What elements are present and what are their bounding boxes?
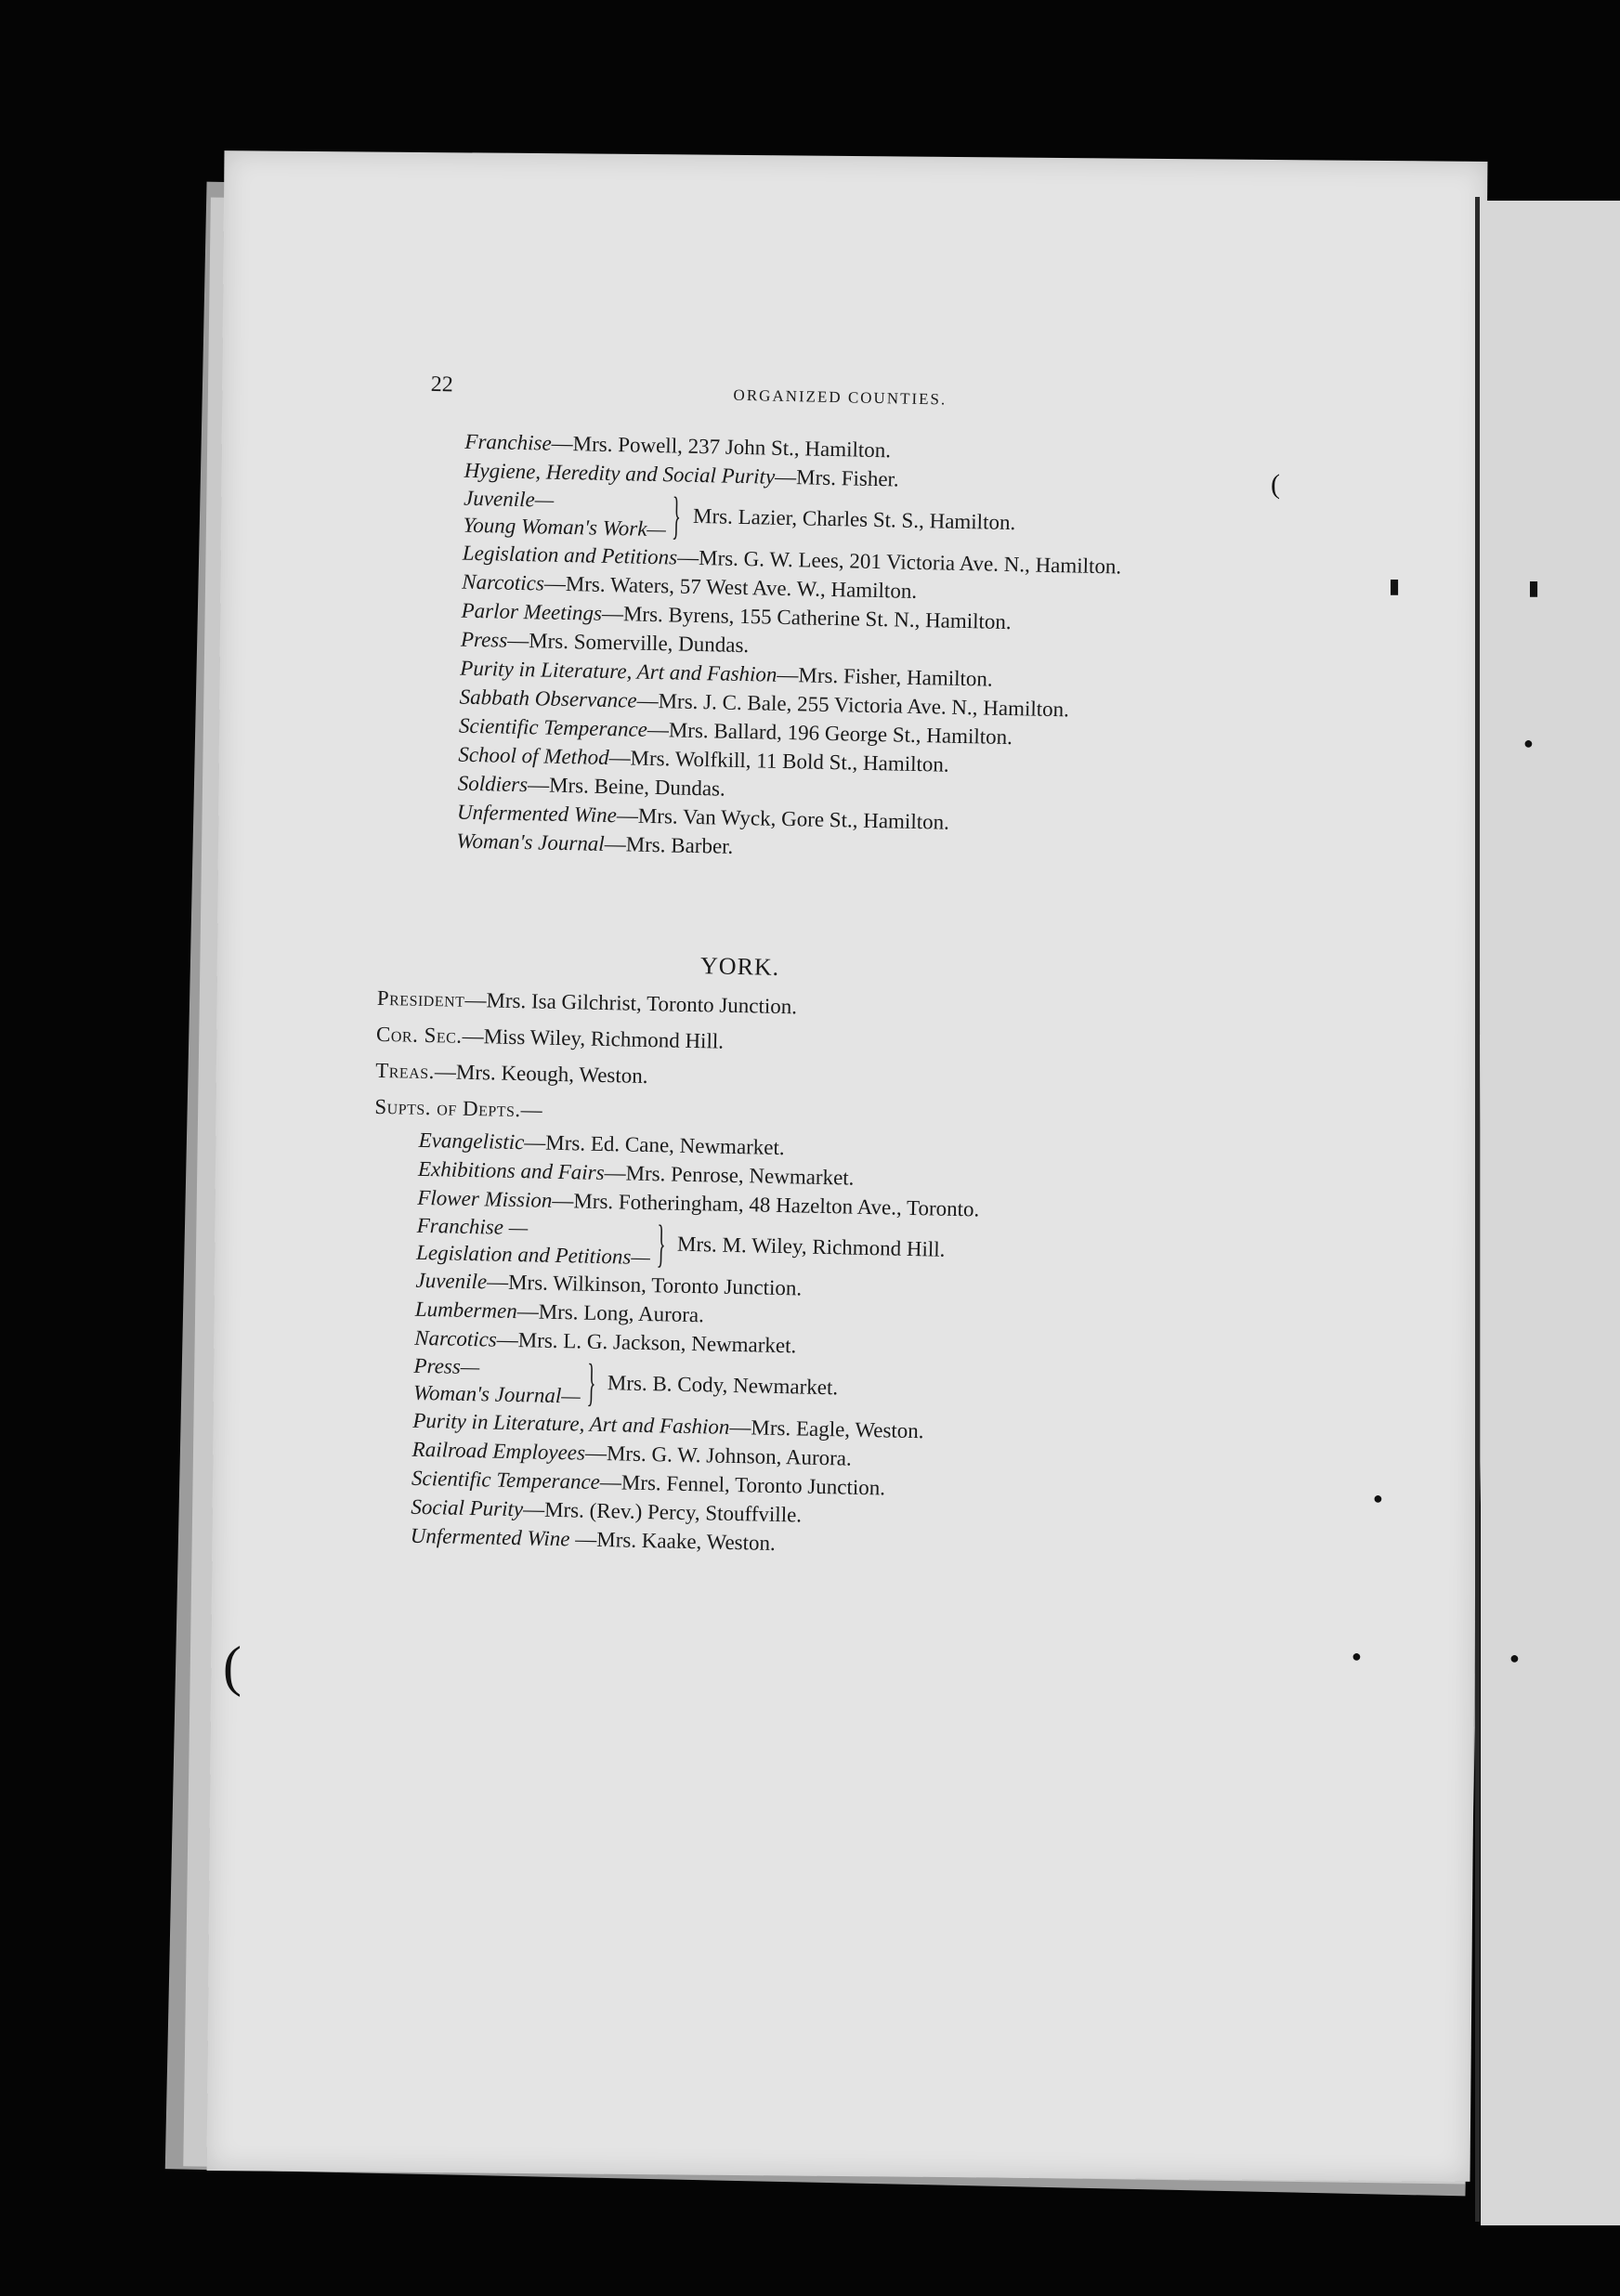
department-name: Hygiene, Heredity and Social Purity [464,458,776,489]
department-name: Scientific Temperance [458,713,648,741]
page-content [365,372,1393,1599]
entry-text: Mrs. Byrens, 155 Catherine St. N., Hamilton. [622,602,1012,634]
page-number: 22 [430,372,453,398]
entry-text: Mrs. Lazier, Charles St. S., Hamilton. [692,503,1016,535]
hamilton-directory [456,427,1124,869]
department-name: Lumbermen [414,1297,517,1324]
separator: — [462,1024,484,1049]
department-name: Franchise [464,429,552,455]
separator: — [647,717,670,742]
department-name: Purity in Literature, Art and Fashion [412,1408,730,1439]
entry-text: Miss Wiley, Richmond Hill. [483,1024,725,1053]
brace-glyph: } [586,1353,596,1412]
ink-speck: ▮ [1389,574,1401,597]
entry-text: Mrs. J. C. Bale, 255 Victoria Ave. N., Hamilton. [658,689,1070,722]
department-name: Legislation and Petitions— [415,1240,651,1270]
separator: — [464,987,487,1012]
separator: — [516,1299,539,1324]
entry-text: Mrs. Fisher, Hamilton. [798,663,993,691]
entry-text: Mrs. Fennel, Toronto Junction. [621,1470,886,1500]
entry-text: Mrs. Penrose, Newmarket. [625,1161,855,1190]
separator: — [636,688,659,713]
entry-text: Mrs. G. W. Lees, 201 Victoria Ave. N., Hamilton. [698,546,1122,579]
separator: — [676,545,699,569]
officer-title: Treas. [374,1058,436,1084]
officer-title: President [376,985,465,1011]
entry-text: Mrs. Ed. Cane, Newmarket. [545,1130,785,1160]
running-head: ORGANIZED COUNTIES. [733,385,947,409]
entry-text: Mrs. B. Cody, Newmarket. [607,1371,839,1400]
separator: — [506,628,529,653]
officer-title: Supts. of Depts. [374,1094,521,1122]
department-name: Flower Mission [417,1185,553,1212]
department-name: Unfermented Wine [410,1523,570,1551]
ink-speck: ● [1523,734,1534,752]
ink-speck: ● [1352,1647,1362,1665]
york-departments [410,1126,1098,1564]
york-directory [365,943,1103,1564]
entry-text: Mrs. Van Wyck, Gore St., Hamilton. [637,803,950,834]
officer-title: Cor. Sec. [375,1022,463,1048]
county-heading: YORK. [699,952,780,981]
entry-text: Mrs. Wilkinson, Toronto Junction. [507,1270,803,1300]
entry-text: Mrs. M. Wiley, Richmond Hill. [676,1232,946,1261]
entry-text: Mrs. Fisher. [795,465,899,491]
entry-text: Mrs. Isa Gilchrist, Toronto Junction. [486,988,798,1019]
department-name: Juvenile— [463,486,555,512]
department-name: Legislation and Petitions [462,541,678,569]
department-name: Unfermented Wine [456,800,618,828]
entry-text: Mrs. Beine, Dundas. [548,773,726,801]
separator: — [604,1161,626,1185]
department-name: Social Purity [411,1494,524,1521]
separator: — [616,803,639,828]
separator: — [524,1130,546,1155]
entry-text: Mrs. Keough, Weston. [455,1060,648,1088]
department-name: Purity in Literature, Art and Fashion [460,656,777,686]
separator: — [552,1188,574,1213]
entry-text: Mrs. Kaake, Weston. [596,1527,777,1555]
separator: — [496,1327,519,1352]
entry-text: Mrs. Wolfkill, 11 Bold St., Hamilton. [630,746,949,776]
separator: — [604,831,626,856]
brace-glyph: } [672,487,682,545]
department-name: Young Woman's Work— [463,513,667,541]
department-name: Juvenile [415,1268,488,1294]
entry-text: Mrs. (Rev.) Percy, Stouffville. [543,1497,803,1527]
department-name: Woman's Journal [456,828,605,855]
separator: — [527,773,550,797]
entry-text: Mrs. Long, Aurora. [538,1299,705,1327]
entry-text: Mrs. Eagle, Weston. [751,1415,924,1443]
separator: — [522,1497,545,1521]
separator: — [543,571,567,596]
separator: — [551,431,573,456]
ink-speck: ( [223,1636,242,1697]
department-name: Woman's Journal— [412,1380,581,1408]
separator: — [601,601,624,626]
ink-speck: ● [1509,1649,1520,1667]
separator: — [486,1270,509,1294]
entry-text: Mrs. G. W. Johnson, Aurora. [606,1442,853,1470]
department-name: Evangelistic [418,1128,525,1155]
department-name: Parlor Meetings [461,598,603,625]
entry-text: Mrs. Barber. [625,832,734,858]
separator: — [774,464,797,489]
entry-text: Mrs. Fotheringham, 48 Hazelton Ave., Toronto. [573,1189,980,1221]
department-name: Press [460,627,508,652]
separator: — [584,1441,608,1466]
department-name: Narcotics [413,1325,498,1351]
department-name: Sabbath Observance [459,685,637,712]
department-name: Railroad Employees [412,1437,586,1465]
book-spine [1475,197,1480,2222]
separator: — [569,1527,597,1551]
separator: — [729,1415,751,1440]
department-name: Scientific Temperance [411,1466,601,1494]
brace-glyph: } [656,1215,666,1273]
separator: — [434,1060,457,1084]
entry-text: Mrs. Ballard, 196 George St., Hamilton. [668,718,1013,750]
ink-speck: ( [1271,469,1280,500]
entry-text: Mrs. Somerville, Dundas. [528,629,750,658]
separator: — [599,1469,622,1494]
entry-text: Mrs. L. G. Jackson, Newmarket. [517,1328,797,1358]
ink-speck: ▮ [1528,576,1540,599]
separator: — [520,1098,542,1122]
department-name: School of Method [458,742,609,770]
department-name: Press— [413,1353,480,1379]
facing-page [1481,201,1620,2225]
entry-text: Mrs. Waters, 57 West Ave. W., Hamilton. [565,572,918,603]
department-name: Franchise — [416,1213,529,1240]
ink-speck: ● [1373,1489,1383,1507]
entry-text: Mrs. Powell, 237 John St., Hamilton. [572,432,892,463]
separator: — [777,662,799,687]
department-name: Soldiers [457,771,529,797]
separator: — [608,746,631,770]
department-name: Narcotics [462,569,545,595]
department-name: Exhibitions and Fairs [417,1156,605,1185]
